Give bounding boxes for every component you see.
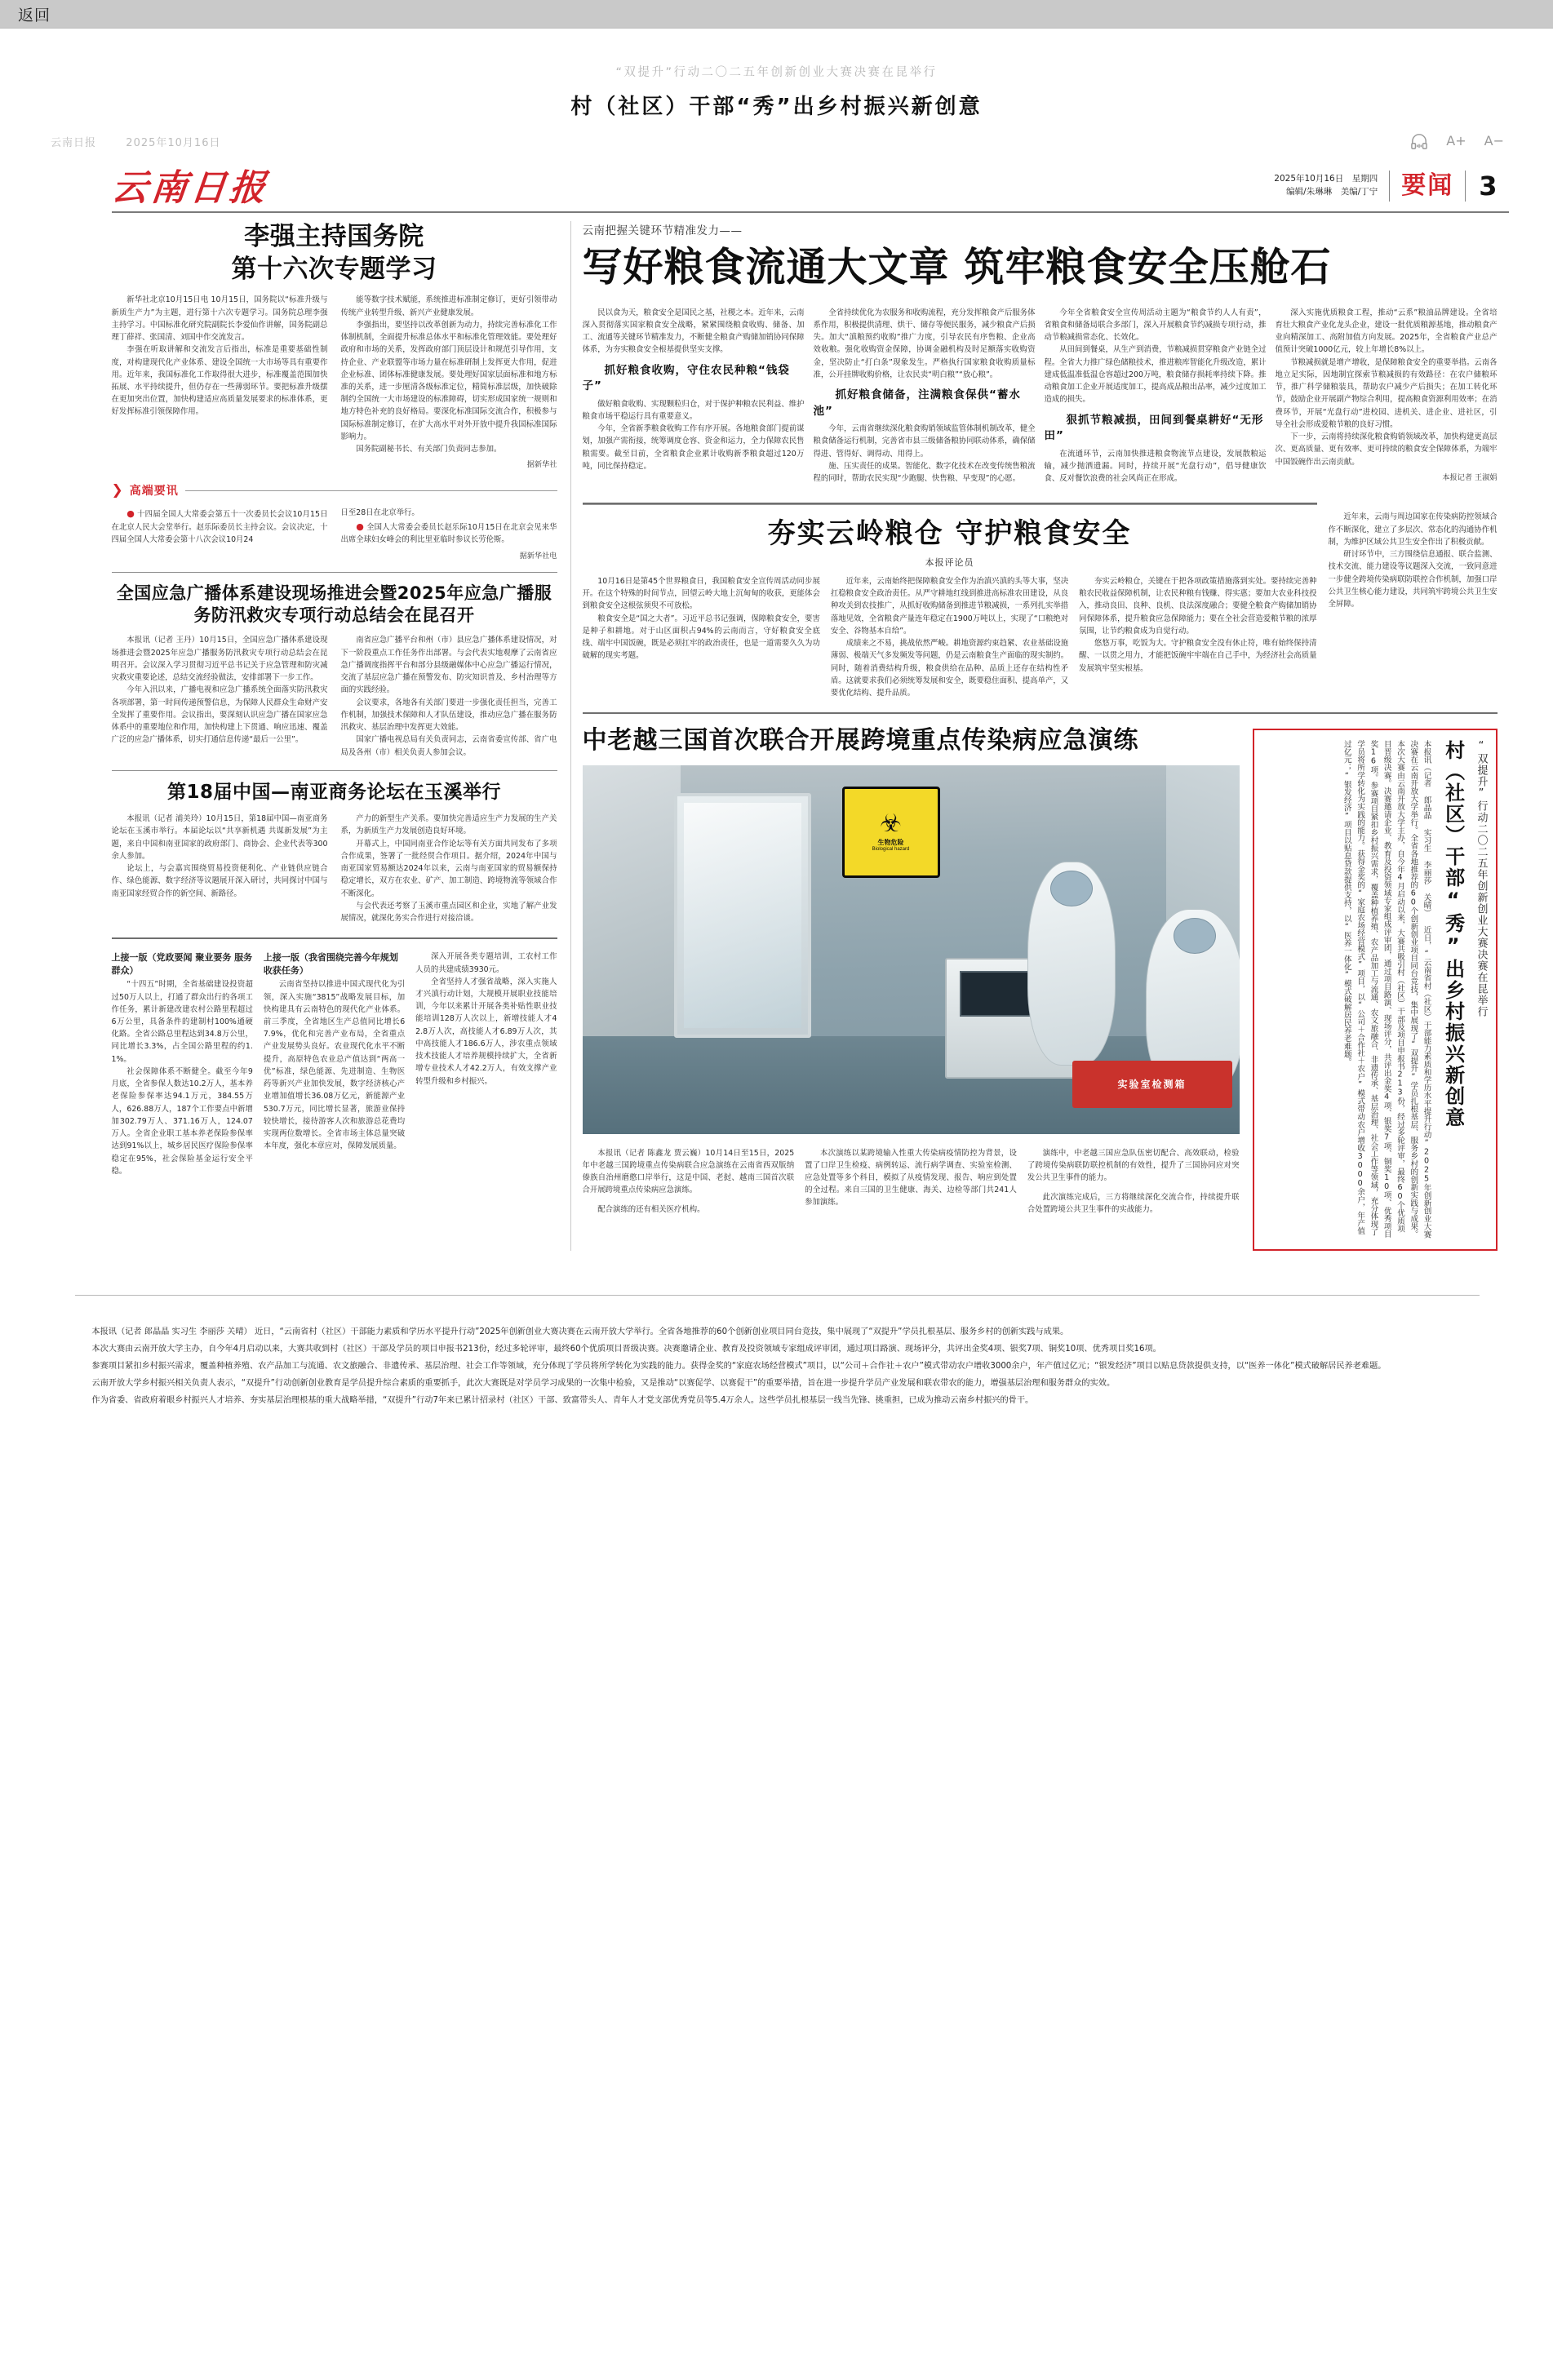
paragraph: 产力的新型生产关系。要加快完善适应生产力发展的生产关系，为新质生产力发展创造良好环境。 — [340, 814, 557, 836]
paragraph: 成绩来之不易，挑战依然严峻。耕地资源约束趋紧、农业基础设施薄弱、极端天气多发频发等问题，仍是云南粮食生产面临的现实制约。同时，随着消费结构升级，粮食供给在品种、品质上还存在结构性矛盾。这就要求我们必须统筹发展和安全，既要稳住面积、提高单产，又要优化结构、提升品质。 — [830, 639, 1069, 698]
left-column — [48, 221, 570, 1251]
paragraph: 本报讯（记者 浦美玲）10月15日，第18届中国—南亚商务论坛在玉溪市举行。本届论坛以“共享新机遇 共谋新发展”为主题，来自中国和南亚国家的政府部门、商协会、企业代表等300余人参加。 — [111, 814, 328, 861]
article-meta — [51, 134, 220, 149]
paragraph: 云南开放大学乡村振兴相关负责人表示，“双提升”行动创新创业教育是学员提升综合素质的重要抓手，此次大赛既是对学员学习成果的一次集中检验，又是推动“以赛促学、以赛促干”的重要举措，旨在进一步提升学员产业发展和联农带农的能力，增强基层治理和服务群众的实效。 — [91, 1378, 1116, 1388]
section-rule — [583, 712, 1498, 714]
body-col — [112, 634, 328, 758]
continued-head: 上接一版（党政要闻 聚业要务 服务群众） — [111, 952, 253, 977]
section-rule — [112, 572, 557, 573]
reader-tools — [1410, 133, 1504, 149]
headline-line-2: 第十六次专题学习 — [231, 254, 437, 284]
biohazard-sign — [842, 787, 940, 878]
body-col — [341, 634, 557, 758]
body-col — [583, 575, 820, 699]
body-col — [341, 813, 557, 924]
body-col — [112, 294, 328, 469]
paragraph: “十四五”时期，全省基础建设投资超过50万人以上，打通了群众出行的各项工作任务，累计新建改建农村公路里程超过6万公里，具备条件的建制村100%通硬化路。全省公路总里程达到34.8万公里，同比增长3.3%，占全国公路里程的约1.1%。 — [111, 980, 253, 1064]
body-col — [1045, 307, 1267, 485]
body-col — [583, 1142, 795, 1224]
page-grid — [38, 213, 1515, 1251]
brief-item: 日至28日在北京举行。 — [340, 508, 419, 518]
body-col — [805, 1142, 1017, 1224]
paragraph: 全省坚持人才强省战略，深入实施人才兴滇行动计划，大规模开展职业技能培训，今年以来累计开展各类补贴性职业技能培训128万人次以上，新增技能人才42.8万人次，高技能人才6.89万人次，其中高技能人才186.6万人，涉农重点领域技术技能人才培养规模持续扩大，全省新增专业技术人才42.2万人，有效支撑产业转型升级和乡村振兴。 — [415, 977, 557, 1086]
paragraph: 研讨环节中，三方围绕信息通报、联合监测、技术交流、能力建设等议题深入交流，一致同意进一步健全跨境传染病联防联控合作机制，加强口岸公共卫生核心能力建设，共同筑牢跨境公共卫生安全屏障。 — [1328, 550, 1498, 609]
paragraph: 与会代表还考察了玉溪市重点园区和企业，实地了解产业发展情况，就深化务实合作进行对接洽谈。 — [340, 901, 557, 924]
paragraph: 近年来，云南与周边国家在传染病防控领域合作不断深化，建立了多层次、常态化的沟通协作机制，为维护区域公共卫生安全作出了积极贡献。 — [1328, 512, 1498, 547]
editorial-headline: 夯实云岭粮仓 守护粮食安全 — [767, 517, 1132, 551]
paragraph: 悠悠万事，吃饭为大。守护粮食安全没有休止符，唯有始终保持清醒、一以贯之用力，才能把饭碗牢牢端在自己手中，为经济社会高质量发展筑牢坚实根基。 — [1079, 639, 1317, 673]
photo-caption-body — [583, 1142, 1240, 1224]
paragraph: 本次大赛由云南开放大学主办，自今年4月启动以来，大赛共收到村（社区）干部及学员的项目申报书213份，经过多轮评审，最终60个优质项目晋级决赛。决赛邀请企业、教育及投资领域专家组成评审团，通过项目路演、现场评分，共评出金奖4项、银奖7项、铜奖10项、优秀项目奖16项。 — [91, 1345, 1161, 1354]
paragraph: 论坛上，与会嘉宾围绕贸易投资便利化、产业链供应链合作、绿色能源、数字经济等议题展开深入研讨，共同探讨中国与南亚国家经贸合作的新空间、新路径。 — [111, 864, 328, 898]
photo-red-banner: 实验室检测箱 — [1072, 1061, 1232, 1108]
paragraph: 今年，全省新季粮食收购工作有序开展。各地粮食部门提前谋划，加强产需衔接，统筹调度仓容、资金和运力，全力保障农民售粮需要。截至目前，全省粮食企业累计收购新季粮食超过120万吨，同比保持稳定。 — [582, 424, 805, 471]
body-col — [814, 307, 1036, 485]
body-col — [112, 813, 328, 924]
article-meta-row — [0, 133, 1553, 149]
body-col — [341, 294, 557, 469]
article-signature: 据新华社 — [526, 460, 557, 470]
headphone-icon[interactable] — [1410, 133, 1428, 149]
continued-block — [264, 951, 405, 1177]
chevron-right-icon: ❯ — [111, 481, 123, 499]
editorial-sidecol — [1329, 490, 1498, 699]
photo-tent-left — [583, 765, 681, 1043]
paragraph: 夯实云岭粮仓，关键在于把各项政策措施落到实处。要持续完善种粮农民收益保障机制，让农民种粮有钱赚、得实惠；要加大农业科技投入，推动良田、良种、良机、良法深度融合；要健全粮食产购储加销协同保障体系，提升粮食应急保障能力；要在全社会营造爱粮节粮的浓厚氛围，让节约粮食成为自觉行动。 — [1079, 576, 1317, 636]
left-article1-body — [112, 294, 557, 469]
sign-text-en: Biological hazard — [872, 847, 910, 853]
lead-headline: 写好粮食流通大文章 筑牢粮食安全压舱石 — [582, 244, 1332, 290]
paragraph: 本报讯（记者 陈鑫龙 贾云巍）10月14日至15日，2025年中老越三国跨境重点传染病联合应急演练在云南省西双版纳傣族自治州磨憨口岸举行，这是中国、老挝、越南三国首次联合开展跨境重点传染病应急演练。 — [582, 1148, 795, 1194]
headline-line-1: 李强主持国务院 — [244, 222, 424, 251]
body-col — [1276, 307, 1498, 485]
left-article3-body — [112, 813, 557, 924]
left-continued-blocks — [112, 951, 557, 1177]
section-rule — [112, 937, 557, 939]
masthead-right — [1274, 171, 1508, 206]
photo-story — [583, 725, 1240, 1251]
paragraph: 深入实施优质粮食工程，推动“云系”粮油品牌建设。全省培育壮大粮食产业化龙头企业，建设一批优质粮源基地，推动粮食产业向精深加工、高附加值方向发展。2025年，全省粮食产业总产值预计突破1000亿元，较上年增长8%以上。 — [1275, 308, 1498, 355]
paragraph: 参赛项目紧扣乡村振兴需求，覆盖种植养殖、农产品加工与流通、农文旅融合、非遗传承、基层治理、社会工作等领域，充分体现了学员将所学转化为实践的能力。获得金奖的“家庭农场经营模式”项目，以“公司＋合作社＋农户”模式带动农户增收3000余户，年产值过亿元；“银发经济”项目以贴息贷款提供支持，以“医养一体化”模式破解居民养老难题。 — [91, 1362, 1387, 1372]
body-col — [1079, 575, 1316, 699]
lead-body — [583, 307, 1498, 485]
paragraph: 云南省坚持以推进中国式现代化为引领，深入实施“3815”战略发展目标，加快构建具有云南特色的现代化产业体系。前三季度，全省地区生产总值同比增长67.9%，优化和完善产业布局，全省重点产业发展势头良好。农业现代化水平不断提升，高原特色农业总产值达到“两高一优”标准，绿色能源、先进制造、生物医药等新兴产业加快发展，数字经济核心产业增加值增长36.08万亿元，新能源产业530.7万元，同比增长显著，旅游业保持较快增长，接待游客人次和旅游总花费均实现两位数增长。全省市场主体总量突破本年度，强化本章应对，保障发展质量。 — [263, 980, 406, 1151]
brief-section-flag — [112, 482, 557, 499]
paragraph: 能等数字技术赋能，系统推进标准制定修订，更好引领带动传统产业转型升级、新兴产业健康发展。 — [340, 295, 557, 317]
paragraph: 演练中，中老越三国应急队伍密切配合、高效联动，检验了跨境传染病联防联控机制的有效性，提升了三国协同应对突发公共卫生事件的能力。 — [1027, 1148, 1240, 1182]
paragraph: 节粮减损就是增产增收，是保障粮食安全的重要举措。云南各地立足实际，因地制宜探索节粮减损的有效路径：在农户储粮环节，推广科学储粮装具，帮助农户减少产后损失；在加工转化环节，鼓励企业开展副产物综合利用，提高粮食资源利用效率；在消费环节，开展“光盘行动”进校园、进机关、进企业、进社区，引导全社会形成爱粮节粮的良好习惯。 — [1275, 357, 1498, 429]
paragraph: 作为省委、省政府着眼乡村振兴人才培养、夯实基层治理根基的重大战略举措，“双提升”行动7年来已累计招录村（社区）干部、致富带头人、青年人才党支部优秀党员等5.4万余人。这些学员扎根基层一线当先锋、挑重担，已成为推动云南乡村振兴的骨干。 — [91, 1395, 1034, 1405]
masthead-dateblock — [1274, 173, 1389, 199]
paragraph: 今年入汛以来，广播电视和应急广播系统全面落实防汛救灾各项部署，第一时间传递预警信息，为保障人民群众生命财产安全发挥了重要作用。会议指出，要深刻认识应急广播在国家应急体系中的重要地位和作用，加快构建上下贯通、响应迅速、覆盖广泛的应急广播体系，切实打通信息传递“最后一公里”。 — [111, 685, 328, 745]
side-feature-box — [1253, 729, 1498, 1251]
paragraph: 国家广播电视总局有关负责同志，云南省委宣传部、省广电局及各州（市）相关负责人参加会议。 — [340, 735, 557, 757]
lead-head — [583, 221, 1498, 297]
article-header — [0, 29, 1553, 156]
paragraph: 本次演练以某跨境输入性重大传染病疫情防控为背景，设置了口岸卫生检疫、病例转运、流行病学调查、实验室检测、应急处置等多个科目，模拟了从疫情发现、报告、响应到处置的全过程。来自三国的卫生健康、海关、边检等部门共241人参加演练。 — [805, 1148, 1017, 1207]
masthead — [38, 167, 1515, 211]
lead-subhead-1: 抓好粮食收购，守住农民种粮“钱袋子” — [582, 363, 790, 393]
continued-head: 上接一版（我省围绕完善今年规划收获任务） — [263, 952, 398, 977]
back-button[interactable]: 返回 — [18, 6, 51, 24]
brief-section-label: 高端要讯 — [129, 485, 179, 499]
paragraph: 今年全省粮食安全宣传周活动主题为“粮食节约人人有责”，省粮食和储备局联合多部门，深入开展粮食节约减损专项行动，推动节粮减损常态化、长效化。 — [1044, 308, 1267, 343]
left-article3-headline: 第18届中国—南亚商务论坛在玉溪举行 — [166, 781, 501, 803]
body-col — [583, 307, 805, 485]
paragraph: 从田间到餐桌，从生产到消费，节粮减损贯穿粮食产业链全过程。全省大力推广绿色储粮技术，推进粮库智能化升级改造，累计建成低温准低温仓容超过200万吨，粮食储存损耗率持续下降。推动粮食加工企业开展适度加工，提高成品粮出品率，减少过度加工造成的损失。 — [1044, 345, 1267, 405]
photo-figure — [583, 765, 1240, 1134]
newspaper-logo: 云南日报 — [109, 167, 271, 209]
photo-worker-hood — [1174, 918, 1216, 954]
bottom-article — [0, 1305, 1553, 1408]
body-col — [341, 507, 557, 560]
paragraph: 在流通环节，云南加快推进粮食物流节点建设，发展散粮运输，减少抛洒遗漏。同时，持续开展“光盘行动”，倡导健康饮食、反对餐饮浪费的社会风尚正在形成。 — [1044, 449, 1267, 484]
brief-signature: 据新华社电 — [519, 551, 557, 561]
paragraph: 粮食安全是“国之大者”。习近平总书记强调，保障粮食安全，要害是种子和耕地。对于山区面积占94%的云南而言，守好粮食安全底线、端牢中国饭碗，既是必须扛牢的政治责任，也是一道需要久久为功破解的现实考题。 — [582, 614, 820, 661]
sign-text-cn: 生物危险 — [877, 839, 904, 847]
paragraph: 深入开展各类专题培训，工农村工作人员的共建成绩3930元。 — [415, 952, 557, 974]
paragraph: 10月16日是第45个世界粮食日，我国粮食安全宣传周活动同步展开。在这个特殊的时间节点，回望云岭大地上沉甸甸的收获，更能体会到粮食安全这根弦须臾不可放松。 — [582, 576, 820, 611]
side-feature-kicker: “双提升”行动二〇二五年创新创业大赛决赛在昆举行 — [1475, 740, 1488, 1018]
body-col — [1027, 1142, 1240, 1224]
news-photo — [583, 765, 1240, 1134]
side-feature-title: 村（社区）干部“秀”出乡村振兴新创意 — [1441, 740, 1465, 1129]
masthead-page-number: 3 — [1479, 171, 1498, 202]
paragraph: 施、压实责任的成果。智能化、数字化技术在改变传统售粮流程的同时，帮助农民实现“少跑腿、快售粮、早变现”的心愿。 — [813, 461, 1036, 484]
lead-kicker: 云南把握关键环节精准发力—— — [582, 224, 743, 237]
photo-monitor — [960, 971, 1038, 1017]
editorial-byline: 本报评论员 — [925, 556, 974, 568]
paragraph: 本报讯（记者 王丹）10月15日，全国应急广播体系建设现场推进会暨2025年应急广播服务防汛救灾专项行动总结会在昆明召开。会议深入学习贯彻习近平总书记关于应急管理和防灾减灾救灾重要论述，总结交流经验做法，安排部署下一步工作。 — [111, 636, 328, 683]
editorial-body — [583, 575, 1317, 699]
lead-subhead-3: 狠抓节粮减损，田间到餐桌耕好“无形田” — [1044, 413, 1264, 443]
brief-item: ● 全国人大常委会委员长赵乐际10月15日在北京会见来华出席全球妇女峰会的利比里亚临时参议长劳伦斯。 — [340, 521, 557, 545]
continued-block — [112, 951, 253, 1177]
left-article2-headline: 全国应急广播体系建设现场推进会暨2025年应急广播服务防汛救灾专项行动总结会在昆召开 — [116, 583, 552, 625]
body-col — [112, 507, 328, 560]
lead-subhead-2: 抓好粮食储备，注满粮食保供“蓄水池” — [813, 388, 1021, 418]
paragraph: 此次演练完成后，三方将继续深化交流合作，持续提升联合处置跨境公共卫生事件的实战能力。 — [1027, 1193, 1240, 1215]
newspaper-page-image[interactable] — [0, 156, 1553, 1283]
app-top-bar — [0, 0, 1553, 29]
paragraph: 配合演练的还有相关医疗机构。 — [597, 1205, 705, 1215]
brief-body — [112, 507, 557, 560]
brief-item: ● 十四届全国人大常委会第五十一次委员长会议10月15日在北京人民大会堂举行。赵乐际委员长主持会议。会议决定，十四届全国人大常委会第十八次会议10月24 — [111, 508, 328, 545]
editorial-row — [583, 490, 1498, 699]
left-article2-body — [112, 634, 557, 758]
photo-worker-hood — [1050, 871, 1093, 906]
side-feature-body: 本报讯（记者 郎晶晶 实习生 李丽莎 关晴） 近日，“云南省村（社区）干部能力素质和学历水平提升行动”2025年创新创业大赛决赛在云南开放大学举行。全省各地推荐的60个创新创业项目同台竞技，集中展现了“双提升”学员扎根基层、服务乡村的创新实践与成果。本次大赛由云南开放大学主办，自今年4月启动以来，大赛共吸引村（社区）干部及项目申报书213份，经过多轮评审，最终60个优质项目晋级决赛。决赛邀请企业、教育及投资领域专家组成评审团，通过项目路演、现场评分，共评出金奖4项、银奖7项、铜奖10项、优秀项目奖16项。参赛项目紧扣乡村振兴需求，覆盖种植养殖、农产品加工与流通、农文旅融合、非遗传承、基层治理、社会工作等领域，充分体现了学员将所学转化为实践的能力。获得金奖的“家庭农场经营模式”项目，以“公司＋合作社＋农户”模式带动农户增收3000余户，年产值过亿元；“银发经济”项目以贴息贷款提供支持，以“医养一体化”模式破解居民养老难题。 — [1342, 740, 1431, 1239]
paragraph: 国务院副秘书长、有关部门负责同志参加。 — [356, 445, 502, 454]
photo-worker — [1027, 862, 1116, 1066]
left-article1-headline — [112, 221, 557, 286]
bottom-separator — [75, 1295, 1480, 1296]
paragraph: 民以食为天，粮食安全是国民之基，社稷之本。近年来，云南深入贯彻落实国家粮食安全战略，紧紧围绕粮食收购、储备、加工、流通等关键环节精准发力，不断健全粮食产购储加销协同保障体系，为夯实粮食安全根基提供坚实支撑。 — [582, 308, 805, 355]
article-title: 村（社区）干部“秀”出乡村振兴新创意 — [570, 95, 983, 119]
paragraph: 今年，云南省继续深化粮食购销领域监管体制机制改革，健全粮食储备运行机制，完善省市县三级储备粮协同联动体系，确保储得进、管得好、调得动、用得上。 — [813, 424, 1036, 459]
paragraph: 新华社北京10月15日电 10月15日，国务院以“标准升级与新质生产力”为主题，进行第十六次专题学习。国务院总理李强主持学习。中国标准化研究院副院长李爱仙作讲解，国务院副总理丁薛祥、张国清、刘国中作交流发言。 — [111, 295, 328, 343]
photo-story-headline: 中老越三国首次联合开展跨境重点传染病应急演练 — [582, 726, 1139, 756]
masthead-date: 2025年10月16日 星期四 — [1274, 174, 1378, 184]
paragraph: 南省应急广播平台和州（市）县应急广播体系建设情况，对下一阶段重点工作任务作出部署。与会代表实地观摩了云南省应急广播调度指挥平台和部分县级融媒体中心应急广播运行情况，交流了基层应急广播在预警发布、防灾知识普及、乡村治理等方面的实践经验。 — [340, 636, 557, 695]
lead-signature: 本报记者 王淑娟 — [1442, 472, 1498, 482]
masthead-editors: 编辑/朱琳琳 美编/丁宁 — [1286, 187, 1378, 197]
editorial-rule — [583, 503, 1317, 505]
paragraph: 李强在听取讲解和交流发言后指出，标准是重要基础性制度，对构建现代化产业体系、建设全国统一大市场等具有重要作用。近年来，我国标准化工作取得很大进步，标准覆盖范围加快拓展、水平持续提升，但仍存在一些薄弱环节。要把标准升级摆在更加突出位置，加快构建适应高质量发展要求的标准体系，更好发挥标准引领保障作用。 — [111, 345, 328, 417]
continued-block — [415, 951, 557, 1177]
article-kicker: “双提升”行动二〇二五年创新创业大赛决赛在昆举行 — [615, 66, 938, 79]
font-increase-button[interactable]: A+ — [1446, 133, 1466, 148]
biohazard-icon: ☣ — [880, 810, 902, 838]
paragraph: 近年来，云南始终把保障粮食安全作为治滇兴滇的头等大事，坚决扛稳粮食安全政治责任。从严守耕地红线到推进高标准农田建设，从良种攻关到农技推广，从抓好收购储备到推进节粮减损，一系列扎实举措落地见效，全省粮食产量连年稳定在1900万吨以上，实现了“口粮绝对安全、谷物基本自给”。 — [830, 576, 1069, 636]
section-rule — [112, 770, 557, 771]
masthead-section: 要闻 — [1401, 171, 1454, 200]
paragraph: 下一步，云南将持续深化粮食购销领域改革，加快构建更高层次、更高质量、更有效率、更可持续的粮食安全保障体系，为端牢中国饭碗作出云南贡献。 — [1275, 432, 1498, 467]
paragraph: 会议要求，各地各有关部门要进一步强化责任担当，完善工作机制，加强技术保障和人才队伍建设，推动应急广播在服务防汛救灾、基层治理中发挥更大效能。 — [340, 698, 557, 733]
flag-rule — [185, 490, 557, 491]
paragraph: 李强指出，要坚持以改革创新为动力，持续完善标准化工作体制机制，全面提升标准总体水平和标准化管理效能。要处理好政府和市场的关系，发挥政府部门顶层设计和规范引导作用，支持企业、产业联盟等市场力量在标准研制上发挥更大作用，促进企业标准、团体标准健康发展。要处理好国家层面标准和地方标准的关系，进一步厘清各级标准定位，精简标准层级，加快破除制约全国统一大市场建设的标准障碍，切实形成国家统一规则和地方特色补充的良好格局。要深化标准国际交流合作，积极参与国际标准制定修订，在扩大高水平对外开放中提升我国标准国际影响力。 — [340, 320, 557, 441]
bullet-icon: ● — [126, 508, 135, 520]
article-source: 云南日报 — [51, 136, 97, 149]
editorial-block — [583, 490, 1317, 699]
article-date: 2025年10月16日 — [126, 136, 221, 149]
middle-column — [570, 221, 1509, 1251]
paragraph: 开幕式上，中国同南亚合作论坛等有关方面共同发布了多项合作成果，签署了一批经贸合作项目。据介绍，2024年中国与南亚国家贸易额达2024年以来，云南与南亚国家的贸易额保持稳定增长，双方在农业、矿产、加工制造、跨境物流等领域合作不断深化。 — [340, 839, 557, 898]
paragraph: 社会保障体系不断健全。截至今年9月底，全省参保人数达10.2万人，基本养老保险参保率达94.1万元，384.55万人，626.88万人，187个工作要点中新增加302.79万人、371.16万人，124.07万人。全省企业职工基本养老保险参保率达到91%以上，城乡居民医疗保险参保率稳定在95%，社会保险基金运行安全平稳。 — [111, 1066, 253, 1176]
paragraph: 本报讯（记者 郎晶晶 实习生 李丽莎 关晴） 近日，“云南省村（社区）干部能力素质和学历水平提升行动”2025年创新创业大赛决赛在云南开放大学举行。全省各地推荐的60个创新创业项目同台竞技，集中展现了“双提升”学员扎根基层、服务乡村的创新实践与成果。 — [91, 1327, 1069, 1337]
font-decrease-button[interactable]: A− — [1484, 133, 1504, 148]
paragraph: 做好粮食收购、实现颗粒归仓，对于保护种粮农民利益、维护粮食市场平稳运行具有重要意义。 — [582, 399, 805, 422]
photo-door-glass — [684, 803, 801, 1028]
photo-story-row — [583, 725, 1498, 1251]
side-feature-wrap — [1253, 725, 1498, 1251]
bullet-icon: ● — [356, 521, 365, 532]
paragraph: 全省持续优化为农服务和收购流程，充分发挥粮食产后服务体系作用，积极提供清理、烘干、储存等便民服务，减少粮食产后损失。加大“滇粮预约收购”推广力度，引导农民有序售粮、企业高效收粮。强化收购资金保障，协调金融机构及时足额落实收购资金，坚决防止“打白条”现象发生。严格执行国家粮食收购质量标准，公开挂牌收购价格，让农民卖“明白粮”“放心粮”。 — [813, 308, 1036, 379]
body-col — [831, 575, 1068, 699]
